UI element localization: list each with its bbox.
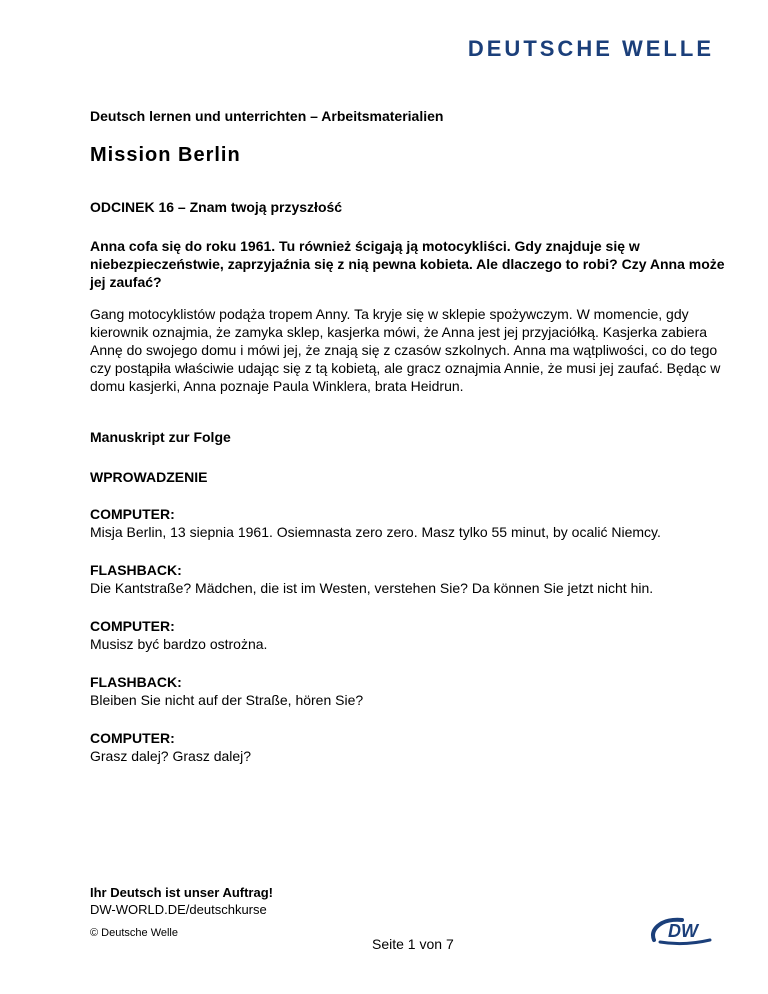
document-subtitle: Deutsch lernen und unterrichten – Arbeitsmaterialien bbox=[90, 108, 444, 124]
brand-wordmark: DEUTSCHE WELLE bbox=[467, 36, 714, 61]
page-number: Seite 1 von 7 bbox=[372, 936, 454, 952]
footer-copyright: © Deutsche Welle bbox=[90, 927, 178, 939]
dw-logo-icon bbox=[648, 916, 718, 946]
speaker-label: COMPUTER: bbox=[90, 730, 175, 746]
footer-slogan: Ihr Deutsch ist unser Auftrag! bbox=[90, 885, 273, 900]
dialogue-line: Die Kantstraße? Mädchen, die ist im Westen, verstehen Sie? Da können Sie jetzt nicht hin. bbox=[90, 580, 654, 596]
dialogue-block bbox=[90, 729, 726, 765]
dialogue-line: Bleiben Sie nicht auf der Straße, hören Sie? bbox=[90, 692, 364, 708]
speaker-label: COMPUTER: bbox=[90, 618, 175, 634]
dialogue-block bbox=[90, 617, 726, 653]
speaker-label: FLASHBACK: bbox=[90, 674, 182, 690]
document-body bbox=[90, 108, 726, 765]
summary-paragraph: Gang motocyklistów podąża tropem Anny. Ta kryje się w sklepie spożywczym. W momencie, gdy kierownik oznajmia, że zamyka sklep, kasjerka mówi, że Anna jest jej przyjaciółką. Kasjerka zabiera Annę do swojego domu i mówi jej, że znają się z czasów szkolnych. Anna ma wątpliwości, co do tego czy postąpiła właściwie udając się z tą kobietą, ale gracz oznajmia Annie, że musi jej zaufać. Będąc w domu kasjerki, Anna poznaje Paula Winklera, brata Heidrun. bbox=[90, 306, 721, 394]
section-heading: WPROWADZENIE bbox=[90, 469, 208, 485]
manuscript-heading: Manuskript zur Folge bbox=[90, 429, 231, 445]
dialogue-line: Grasz dalej? Grasz dalej? bbox=[90, 748, 252, 764]
speaker-label: FLASHBACK: bbox=[90, 562, 182, 578]
dialogue-block bbox=[90, 673, 726, 709]
dialogue-block bbox=[90, 505, 726, 541]
speaker-label: COMPUTER: bbox=[90, 506, 175, 522]
dialogue-line: Musisz być bardzo ostrożna. bbox=[90, 636, 268, 652]
dialogue-block bbox=[90, 561, 726, 597]
dialogue-line: Misja Berlin, 13 siepnia 1961. Osiemnasta zero zero. Masz tylko 55 minut, by ocalić Niemcy. bbox=[90, 524, 661, 540]
footer bbox=[90, 885, 273, 939]
document-title: Mission Berlin bbox=[90, 144, 241, 166]
lead-paragraph: Anna cofa się do roku 1961. Tu również ścigają ją motocykliści. Gdy znajduje się w niebezpieczeństwie, zaprzyjaźnia się z nią pewna kobieta. Ale dlaczego to robi? Czy Anna może jej zaufać? bbox=[90, 238, 725, 290]
episode-heading: ODCINEK 16 – Znam twoją przyszłość bbox=[90, 199, 343, 215]
footer-url: DW-WORLD.DE/deutschkurse bbox=[90, 902, 267, 917]
dw-logo-text: DW bbox=[668, 921, 698, 941]
